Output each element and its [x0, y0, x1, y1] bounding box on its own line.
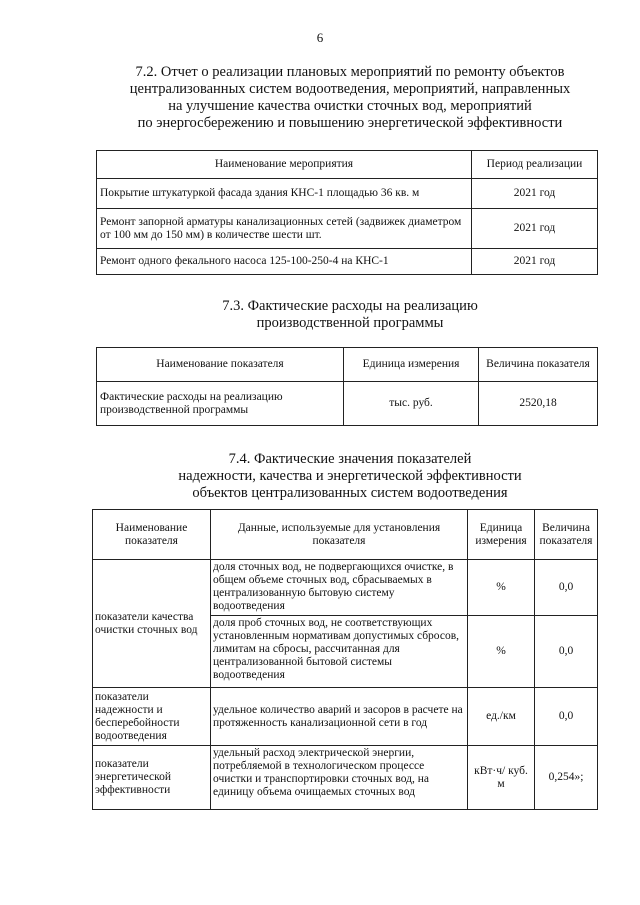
- header-cell: Величина показателя: [479, 348, 598, 382]
- section-74-title: [60, 451, 640, 502]
- reliability-name: показатели надежности и бесперебойности водоотведения: [93, 688, 211, 746]
- activity-period: 2021 год: [472, 209, 598, 249]
- header-cell: Наименование показателя: [97, 348, 344, 382]
- table-row: [93, 560, 598, 616]
- title-line: по энергосбережению и повышению энергетической эффективности: [137, 115, 563, 131]
- title-line: централизованных систем водоотведения, мероприятий, направленных: [129, 81, 571, 97]
- header-cell: Наименование показателя: [93, 510, 211, 560]
- title-line: 7.2. Отчет о реализации плановых мероприятий по ремонту объектов: [135, 64, 565, 80]
- indicator-data: доля сточных вод, не подвергающихся очистке, в общем объеме сточных вод, сбрасываемых в централизованную бытовую систему водоотведения: [211, 560, 468, 616]
- table-header-row: [97, 151, 598, 179]
- activity-period: 2021 год: [472, 179, 598, 209]
- title-line: объектов централизованных систем водоотведения: [192, 485, 508, 501]
- indicator-data: удельное количество аварий и засоров в расчете на протяженность канализационной сети в год: [211, 688, 468, 746]
- table-row: [97, 179, 598, 209]
- table-row: [93, 688, 598, 746]
- title-line: на улучшение качества очистки сточных вод, мероприятий: [168, 98, 532, 114]
- indicator-unit: %: [468, 560, 535, 616]
- indicator-data: доля проб сточных вод, не соответствующих установленным нормативам допустимых сбросов, лимитам на сбросы, рассчитанная для централизованной бытовой системы водоотведения: [211, 616, 468, 688]
- header-cell: Величина показателя: [535, 510, 598, 560]
- indicator-data: удельный расход электрической энергии, потребляемой в технологическом процессе очистки и транспортировки сточных вод, на единицу объема очищаемых сточных вод: [211, 746, 468, 810]
- activity-name: Ремонт одного фекального насоса 125-100-250-4 на КНС-1: [97, 249, 472, 275]
- title-line: 7.3. Фактические расходы на реализацию: [222, 298, 478, 314]
- header-cell: Период реализации: [472, 151, 598, 179]
- indicator-unit: тыс. руб.: [344, 382, 479, 426]
- section-72-title: [60, 64, 640, 132]
- table-74-indicators: [92, 509, 598, 810]
- quality-group-name: показатели качества очистки сточных вод: [93, 560, 211, 688]
- indicator-value: 2520,18: [479, 382, 598, 426]
- title-line: производственной программы: [256, 315, 444, 331]
- activity-name: Покрытие штукатуркой фасада здания КНС-1 площадью 36 кв. м: [97, 179, 472, 209]
- table-row: [97, 382, 598, 426]
- header-cell: Данные, используемые для установления показателя: [211, 510, 468, 560]
- indicator-unit: %: [468, 616, 535, 688]
- section-73-title: [60, 298, 640, 332]
- table-row: [97, 209, 598, 249]
- table-72-activities: [96, 150, 598, 275]
- table-header-row: [93, 510, 598, 560]
- title-line: надежности, качества и энергетической эффективности: [178, 468, 522, 484]
- indicator-value: 0,0: [535, 560, 598, 616]
- page-number: 6: [316, 30, 324, 45]
- activity-name: Ремонт запорной арматуры канализационных сетей (задвижек диаметром от 100 мм до 150 мм) в количестве шести шт.: [97, 209, 472, 249]
- header-cell: Единица измерения: [468, 510, 535, 560]
- indicator-name: Фактические расходы на реализацию производственной программы: [97, 382, 344, 426]
- indicator-unit: ед./км: [468, 688, 535, 746]
- indicator-value: 0,0: [535, 616, 598, 688]
- indicator-value: 0,254»;: [535, 746, 598, 810]
- header-cell: Наименование мероприятия: [97, 151, 472, 179]
- indicator-unit: кВт·ч/ куб. м: [468, 746, 535, 810]
- title-line: 7.4. Фактические значения показателей: [228, 451, 472, 467]
- header-cell: Единица измерения: [344, 348, 479, 382]
- table-73-expenses: [96, 347, 598, 426]
- table-row: [93, 746, 598, 810]
- table-header-row: [97, 348, 598, 382]
- energy-name: показатели энергетической эффективности: [93, 746, 211, 810]
- activity-period: 2021 год: [472, 249, 598, 275]
- table-row: [97, 249, 598, 275]
- indicator-value: 0,0: [535, 688, 598, 746]
